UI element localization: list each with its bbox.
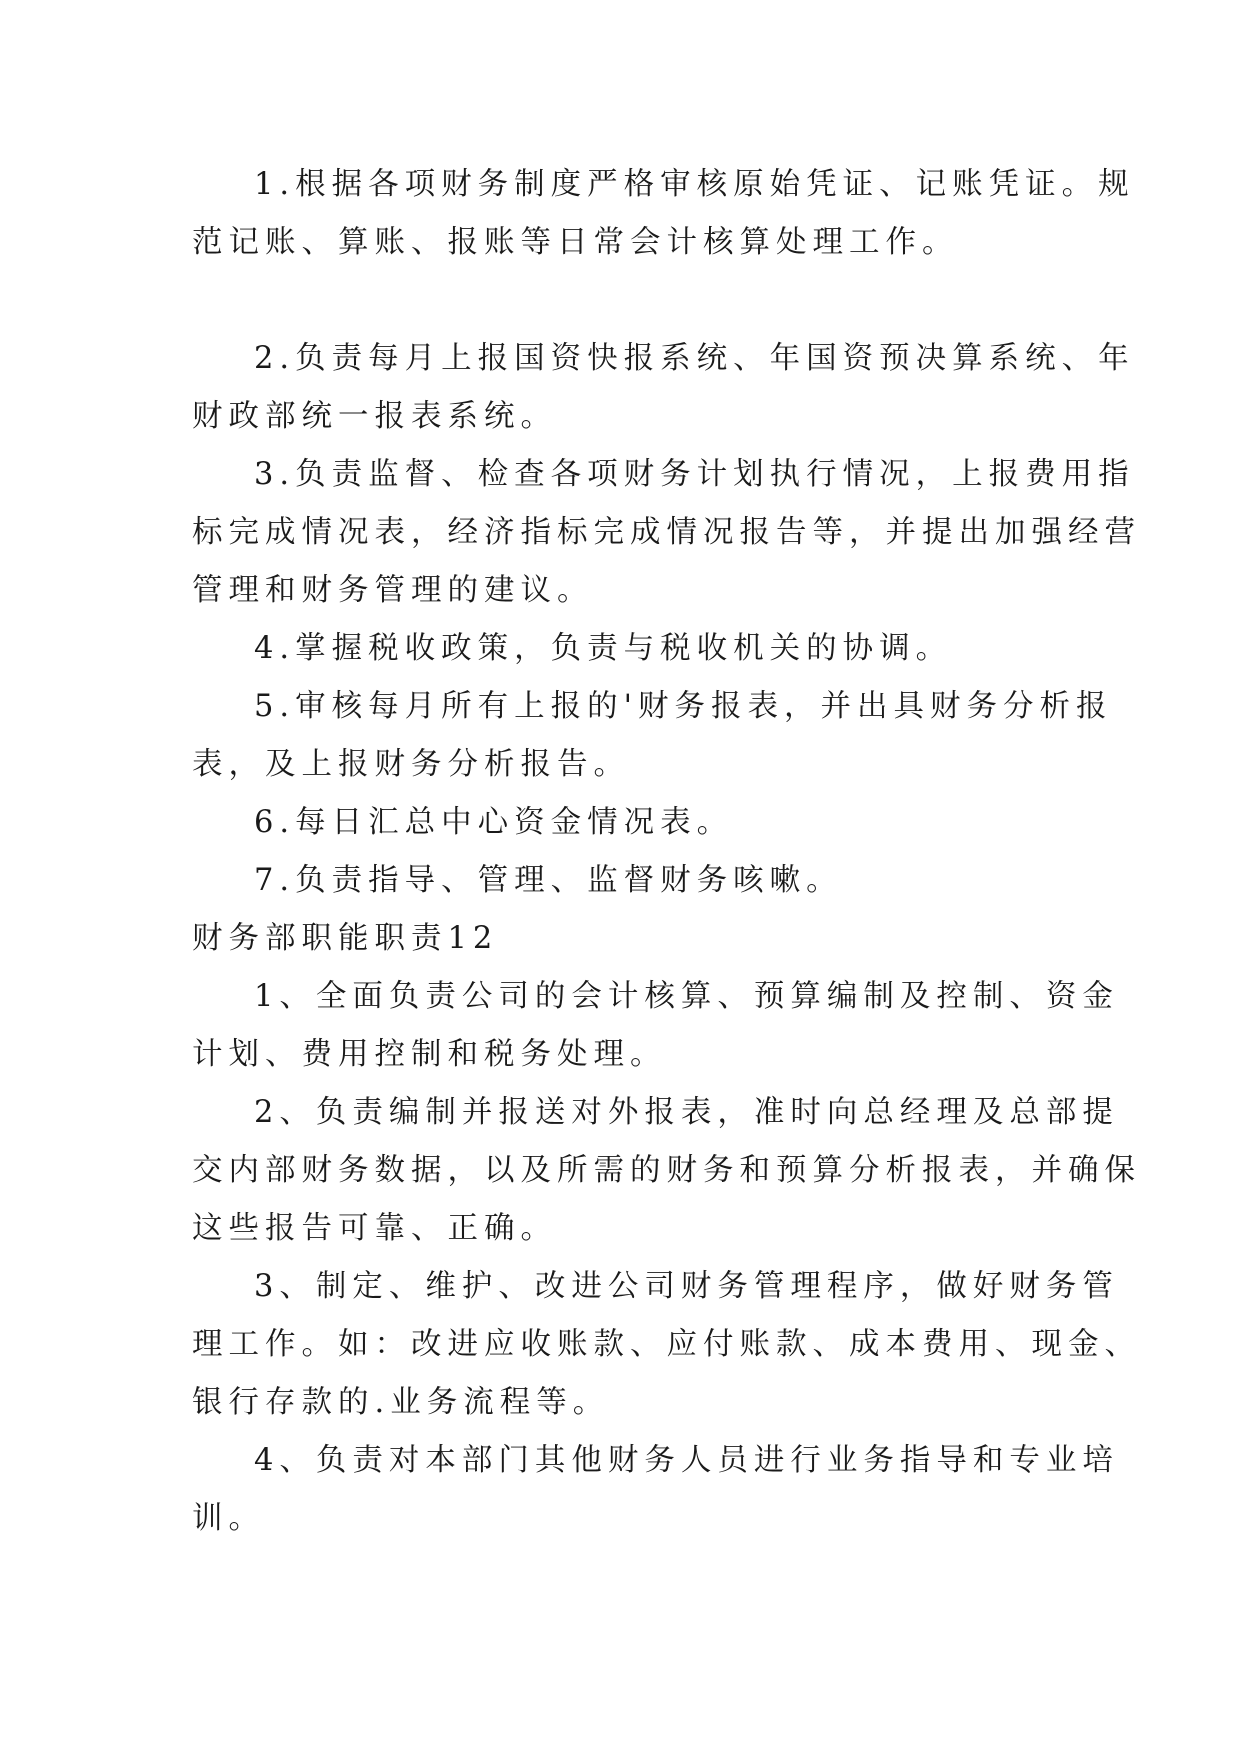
paragraph-9-line-3: 这些报告可靠、正确。: [192, 1211, 557, 1246]
paragraph-9-line-1: 2、负责编制并报送对外报表，准时向总经理及总部提: [254, 1095, 1119, 1130]
paragraph-3-line-1: 3.负责监督、检查各项财务计划执行情况，上报费用指: [254, 457, 1135, 492]
paragraph-2-line-2: 财政部统一报表系统。: [192, 399, 557, 434]
paragraph-11-line-1: 4、负责对本部门其他财务人员进行业务指导和专业培: [254, 1443, 1119, 1478]
paragraph-10-line-2: 理工作。如：改进应收账款、应付账款、成本费用、现金、: [192, 1327, 1141, 1362]
paragraph-8-line-2: 计划、费用控制和税务处理。: [192, 1037, 667, 1072]
paragraph-7-line-1: 7.负责指导、管理、监督财务咳嗽。: [254, 863, 843, 898]
paragraph-8-line-1: 1、全面负责公司的会计核算、预算编制及控制、资金: [254, 979, 1119, 1014]
paragraph-1-line-2: 范记账、算账、报账等日常会计核算处理工作。: [192, 225, 959, 260]
paragraph-10-line-1: 3、制定、维护、改进公司财务管理程序，做好财务管: [254, 1269, 1119, 1304]
paragraph-4-line-1: 4.掌握税收政策，负责与税收机关的协调。: [254, 631, 953, 666]
paragraph-5-line-1: 5.审核每月所有上报的'财务报表，并出具财务分析报: [254, 689, 1113, 724]
section-heading: 财务部职能职责12: [192, 921, 499, 956]
paragraph-6-line-1: 6.每日汇总中心资金情况表。: [254, 805, 734, 840]
paragraph-1-line-1: 1.根据各项财务制度严格审核原始凭证、记账凭证。规: [254, 167, 1135, 202]
paragraph-2-line-1: 2.负责每月上报国资快报系统、年国资预决算系统、年: [254, 341, 1135, 376]
paragraph-3-line-3: 管理和财务管理的建议。: [192, 573, 594, 608]
paragraph-5-line-2: 表，及上报财务分析报告。: [192, 747, 630, 782]
paragraph-3-line-2: 标完成情况表，经济指标完成情况报告等，并提出加强经营: [192, 515, 1141, 550]
paragraph-10-line-3: 银行存款的.业务流程等。: [192, 1385, 610, 1420]
paragraph-9-line-2: 交内部财务数据，以及所需的财务和预算分析报表，并确保: [192, 1153, 1141, 1188]
paragraph-11-line-2: 训。: [192, 1501, 265, 1536]
